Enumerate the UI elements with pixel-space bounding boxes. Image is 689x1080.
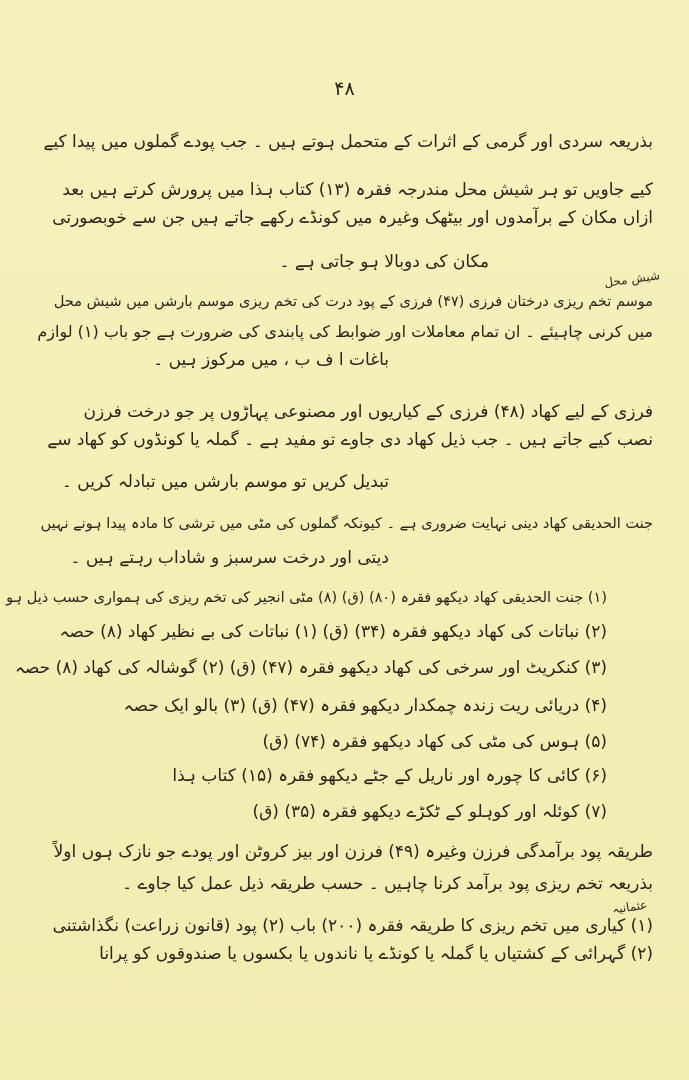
list-item: (۶) کائی کا چورہ اور ناریل کے جٹے دیکھو فقرہ (۱۵) کتاب ہذا xyxy=(172,766,607,786)
list-item: (۵) ہوس کی مٹی کی کھاد دیکھو فقرہ (۷۴) (ق) xyxy=(262,732,607,752)
text-line: نصب کیے جاتے ہیں ۔ جب ذیل کھاد دی جاوے تو مفید ہے ۔ گملہ یا کونڈوں کو کھاد سے xyxy=(47,430,653,450)
list-item: (۲) گہرائی کے کشتیاں یا گملہ یا کونڈے یا ناندوں یا بکسوں یا صندوقوں کو پرانا xyxy=(99,944,653,964)
margin-note: شیش محل xyxy=(603,268,661,290)
list-item: (۳) کنکریٹ اور سرخی کی کھاد دیکھو فقرہ (۴۷) (ق) (۲) گوشالہ کی کھاد (۸) حصہ xyxy=(14,658,607,678)
text-line: بذریعہ تخم ریزی پود برآمد کرنا چاہیں ۔ حسب طریقہ ذیل عمل کیا جاوے ۔ xyxy=(122,874,653,894)
text-line: باغات ا ف ب ، میں مرکوز ہیں ۔ xyxy=(153,350,389,370)
list-item: (۷) کوئلہ اور کوہلو کے ٹکڑے دیکھو فقرہ (۳۵) (ق) xyxy=(252,802,607,822)
text-line: ازاں مکان کے برآمدوں اور بیٹھک وغیرہ میں کونڈے رکھے جاتے ہیں جن سے خوبصورتی xyxy=(52,208,653,228)
text-line: جنت الحدیقی کھاد دینی نہایت ضروری ہے ۔ کیونکہ گملوں کی مٹی میں ترشی کا مادہ پیدا ہونے نہیں xyxy=(40,516,653,532)
section-heading-line: موسم تخم ریزی درختان فرزی (۴۷) فرزی کے پود درت کی تخم ریزی موسم بارشں میں شیش محل xyxy=(53,294,653,310)
margin-note: عثمانیہ xyxy=(611,897,649,917)
text-line: مکان کی دوبالا ہو جاتی ہے ۔ xyxy=(279,252,489,272)
text-line: بذریعہ سردی اور گرمی کے اثرات کے متحمل ہوتے ہیں ۔ جب پودے گملوں میں پیدا کیے xyxy=(43,132,653,152)
page-number: ۴۸ xyxy=(334,78,355,100)
section-heading-line: فرزی کے لیے کھاد (۴۸) فرزی کے کیاریوں اور مصنوعی پہاڑوں پر جو درخت فرزن xyxy=(83,402,653,422)
list-item: (۲) نباتات کی کھاد دیکھو فقرہ (۳۴) (ق) (۱) نباتات کی بے نظیر کھاد (۸) حصہ xyxy=(59,622,607,642)
section-heading-line: طریقہ پود برآمدگی فرزن وغیرہ (۴۹) فرزن اور بیز کروٹن اور پودے جو نازک ہوں اولاً xyxy=(53,842,653,862)
text-line: تبدیل کریں تو موسم بارشں میں تبادلہ کریں ۔ xyxy=(61,472,389,492)
text-line: دیتی اور درخت سرسبز و شاداب رہتے ہیں ۔ xyxy=(70,548,389,568)
text-line: میں کرنی چاہیئے ۔ ان تمام معاملات اور ضوابط کی پابندی کی ضرورت ہے جو باب (۱) لوازم xyxy=(37,322,653,341)
list-item: (۱) جنت الحدیقی کھاد دیکھو فقرہ (۸۰) (ق) (۸) مٹی انجیر کی تخم ریزی کی ہمواری حسب ذیل ہو xyxy=(6,590,607,606)
list-item: (۱) کیاری میں تخم ریزی کا طریقہ فقرہ (۲۰۰) باب (۲) پود (قانون زراعت) نگذاشتنی xyxy=(52,916,653,936)
text-line: کیے جاویں تو ہر شیش محل مندرجہ فقرہ (۱۳) کتاب ہذا میں پرورش کرتے ہیں بعد xyxy=(62,180,653,200)
list-item: (۴) دریائی ریت زندہ چمکدار دیکھو فقرہ (۴۷) (ق) (۳) بالو ایک حصہ xyxy=(123,696,607,716)
